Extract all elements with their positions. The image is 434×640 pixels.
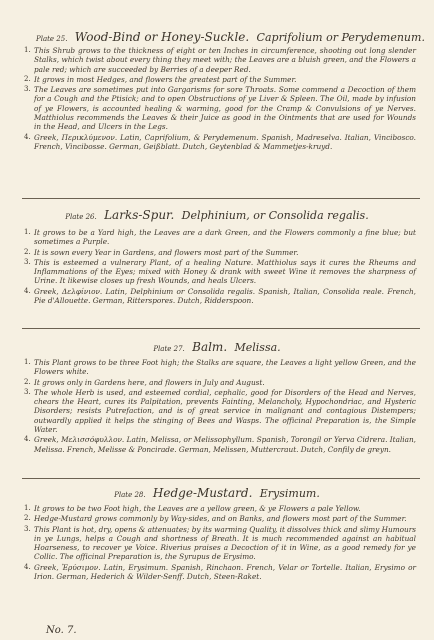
item-text: It grows only in Gardens here, and flowers in July and August. bbox=[34, 377, 265, 387]
item-text: This Plant is hot, dry, opens & attenuates; by its warming Quality, it dissolves thick and slimy Humours in ye Lungs, helps a Cough and shortness of Breath. It is much recommended against an habitual Hoarseness, to recover ye Voice. Riverius praises a Decoction of it in Wine, as a good remedy for ye Collic. The officinal Preparation is, the Syrupus de Erysimo. bbox=[34, 524, 416, 562]
plant-name: Hedge-Mustard. bbox=[152, 486, 253, 500]
item-text: This Shrub grows to the thickness of eight or ten Inches in circumference, shooting out long slender Stalks, which twist about every thing they meet with; the Leaves are a bluish green, and the Flowers a pale red; which are succeeded by Berries of a deeper Red. bbox=[34, 46, 416, 74]
section-divider bbox=[22, 198, 420, 199]
section-divider bbox=[22, 328, 420, 329]
list-item: 4. Greek, Περικλύμενον. Latin, Caprifolium, & Perydemenum. Spanish, Madreselva. Italian, Vincibosco. French, Vincibosse. German, Geißblatt. Dutch, Geytenblad & Mammetjes-kruyd. bbox=[24, 132, 416, 151]
item-text: It grows to be a Yard high, the Leaves are a dark Green, and the Flowers commonly a fine blue; but sometimes a Purple. bbox=[34, 228, 416, 247]
list-item: 4. Greek, Ἐρύσιμον. Latin, Erysimum. Spanish, Rinchaon. French, Velar or Tortelle. Italian, Erysimo or Irion. German, Hederich & Wilder-Senff. Dutch, Steen-Raket. bbox=[24, 562, 416, 582]
plate-section-hedge-mustard bbox=[0, 478, 434, 640]
plate-description bbox=[24, 46, 416, 152]
plate-section-wood-bind bbox=[0, 0, 434, 198]
plate-description bbox=[24, 358, 416, 455]
plate-section-balm bbox=[0, 328, 434, 478]
item-text: The Leaves are sometimes put into Gargarisms for sore Throats. Some commend a Decoction of them for a Cough and the Ptisick; and to open Obstructions of ye Liver & Spleen. The Oil, made by infusion of ye Flowers, is accounted healing & warming, good for the Cramp & Convulsions of ye Nerves. Matthiolus recommends the Leaves & their Juice as good in the Ointments that are used for Wounds in the Head, and Ulcers in the Legs. bbox=[34, 85, 416, 132]
plant-name: Balm. bbox=[192, 340, 228, 354]
list-item: 1. This Shrub grows to the thickness of eight or ten Inches in circumference, shooting out long slender Stalks, which twist about every thing they meet with; the Leaves are a bluish green, and the Flowers a pale red; which are succeeded by Berries of a deeper Red. bbox=[24, 46, 416, 74]
list-item: 2. It grows only in Gardens here, and flowers in July and August. bbox=[24, 378, 416, 387]
item-text: The whole Herb is used, and esteemed cordial, cephalic, good for Disorders of the Head and Nerves, chears the Heart, cures its Palpitation, prevents Fainting, Melancholy, Hypochondriac, and Hysteric Disorders; resists Putrefaction, and is of great service in malignant and contagious Distempers; outwardly applied it helps the stinging of Bees and Wasps. The officinal Preparation is, the Simple Water. bbox=[34, 387, 416, 435]
plant-latin-name: Delphinium, or Consolida regalis. bbox=[181, 209, 369, 222]
list-item: 4. Greek, Δελφίνιον. Latin, Delphinium or Consolida regalis. Spanish, Italian, Consolida reale. French, Pie d'Allouette. German, Ritterspores. Dutch, Ridderspoon. bbox=[24, 286, 416, 306]
list-item: 1. It grows to be a Yard high, the Leaves are a dark Green, and the Flowers commonly a fine blue; but sometimes a Purple. bbox=[24, 228, 416, 247]
plate-heading bbox=[0, 340, 434, 354]
list-item: 1. It grows to be two Foot high, the Leaves are a yellow green, & ye Flowers a pale Yellow. bbox=[24, 504, 416, 513]
list-item: 1. This Plant grows to be three Foot high; the Stalks are square, the Leaves a light yellow Green, and the Flowers white. bbox=[24, 358, 416, 377]
section-divider bbox=[22, 478, 420, 479]
item-text: Greek, Δελφίνιον. Latin, Delphinium or Consolida regalis. Spanish, Italian, Consolida reale. French, Pie d'Allouette. German, Ritterspores. Dutch, Ridderspoon. bbox=[34, 286, 416, 306]
item-text: It is sown every Year in Gardens, and flowers most part of the Summer. bbox=[34, 247, 299, 257]
plant-latin-name: Melissa. bbox=[234, 341, 281, 354]
item-text: It grows to be two Foot high, the Leaves are a yellow green, & ye Flowers a pale Yellow. bbox=[34, 504, 361, 513]
list-item: 2. It grows in most Hedges, and flowers the greatest part of the Summer. bbox=[24, 75, 416, 84]
plate-description bbox=[24, 504, 416, 582]
list-item: 4. Greek, Μελισσόφυλλον. Latin, Melissa, or Melissophyllum. Spanish, Torongil or Yerva Cidrera. Italian, Melissa. French, Melisse & Poncirade. German, Melissen, Muttercraut. Dutch, Confily de greyn. bbox=[24, 435, 416, 454]
list-item: 2. It is sown every Year in Gardens, and flowers most part of the Summer. bbox=[24, 248, 416, 257]
plant-name: Wood-Bind or Honey-Suckle. bbox=[74, 30, 250, 44]
plant-name: Larks-Spur. bbox=[104, 208, 175, 222]
page-number: No. 7. bbox=[46, 625, 77, 636]
item-text: Hedge-Mustard grows commonly by Way-sides, and on Banks, and flowers most part of the Summer. bbox=[34, 514, 407, 524]
plate-number: Plate 28. bbox=[114, 491, 146, 499]
plate-heading bbox=[0, 208, 434, 222]
list-item: 2. Hedge-Mustard grows commonly by Way-sides, and on Banks, and flowers most part of the Summer. bbox=[24, 514, 416, 523]
item-text: Greek, Μελισσόφυλλον. Latin, Melissa, or Melissophyllum. Spanish, Torongil or Yerva Cidrera. Italian, Melissa. French, Melisse & Poncirade. German, Melissen, Muttercraut. Dutch, Confily de greyn. bbox=[34, 435, 416, 454]
plate-heading bbox=[0, 486, 434, 500]
item-text: It grows in most Hedges, and flowers the greatest part of the Summer. bbox=[34, 74, 297, 84]
plant-latin-name: Erysimum. bbox=[259, 487, 320, 500]
item-text: This Plant grows to be three Foot high; the Stalks are square, the Leaves a light yellow Green, and the Flowers white. bbox=[34, 358, 416, 377]
plate-section-larks-spur bbox=[0, 198, 434, 328]
plate-number: Plate 26. bbox=[65, 213, 97, 221]
plant-latin-name: Caprifolium or Perydemenum. bbox=[256, 31, 425, 44]
list-item: 3. The whole Herb is used, and esteemed cordial, cephalic, good for Disorders of the Head and Nerves, chears the Heart, cures its Palpitation, prevents Fainting, Melancholy, Hypochondriac, and Hysteric Disorders; resists Putrefaction, and is of great service in malignant and contagious Distempers; outwardly applied it helps the stinging of Bees and Wasps. The officinal Preparation is, the Simple Water. bbox=[24, 387, 416, 435]
item-text: Greek, Περικλύμενον. Latin, Caprifolium, & Perydemenum. Spanish, Madreselva. Italian, Vincibosco. French, Vincibosse. German, Geißblatt. Dutch, Geytenblad & Mammetjes-kruyd. bbox=[34, 132, 416, 151]
plate-description bbox=[24, 228, 416, 306]
list-item: 3. The Leaves are sometimes put into Gargarisms for sore Throats. Some commend a Decoction of them for a Cough and the Ptisick; and to open Obstructions of ye Liver & Spleen. The Oil, made by infusion of ye Flowers, is accounted healing & warming, good for the Cramp & Convulsions of ye Nerves. Matthiolus recommends the Leaves & their Juice as good in the Ointments that are used for Wounds in the Head, and Ulcers in the Legs. bbox=[24, 85, 416, 132]
plate-number: Plate 25. bbox=[36, 35, 68, 43]
list-item: 3. This Plant is hot, dry, opens & attenuates; by its warming Quality, it dissolves thick and slimy Humours in ye Lungs, helps a Cough and shortness of Breath. It is much recommended against an habitual Hoarseness, to recover ye Voice. Riverius praises a Decoction of it in Wine, as a good remedy for ye Collic. The officinal Preparation is, the Syrupus de Erysimo. bbox=[24, 524, 416, 562]
item-text: This is esteemed a vulnerary Plant, of a healing Nature. Matthiolus says it cures the Rheums and Inflammations of the Eyes; mixed with Honey & drank with sweet Wine it removes the sharpness of Urine. It likewise closes up fresh Wounds, and heals Ulcers. bbox=[34, 257, 416, 286]
list-item: 3. This is esteemed a vulnerary Plant, of a healing Nature. Matthiolus says it cures the Rheums and Inflammations of the Eyes; mixed with Honey & drank with sweet Wine it removes the sharpness of Urine. It likewise closes up fresh Wounds, and heals Ulcers. bbox=[24, 257, 416, 286]
plate-heading bbox=[0, 30, 434, 44]
plate-number: Plate 27. bbox=[153, 345, 185, 353]
item-text: Greek, Ἐρύσιμον. Latin, Erysimum. Spanish, Rinchaon. French, Velar or Tortelle. Italian, Erysimo or Irion. German, Hederich & Wilder-Senff. Dutch, Steen-Raket. bbox=[34, 562, 416, 582]
